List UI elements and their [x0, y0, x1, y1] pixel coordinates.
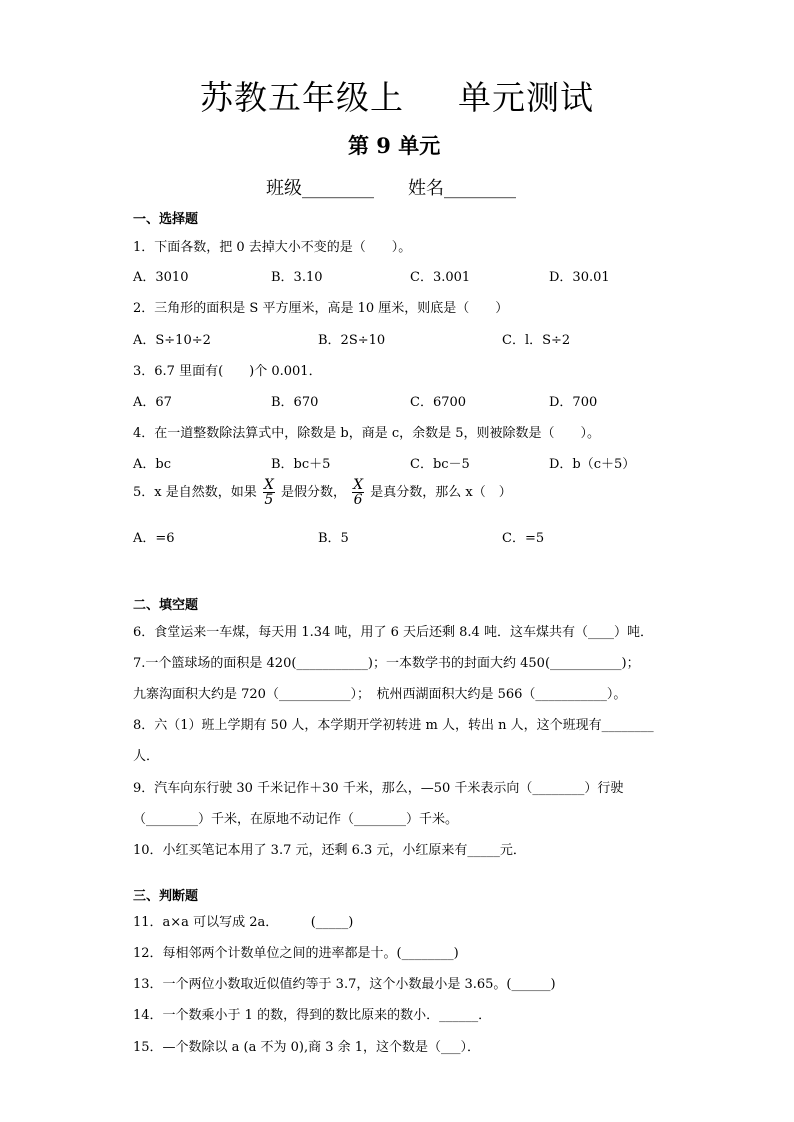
q2-option-c: C．l．S÷2 [502, 333, 571, 348]
question-4: 4．在一道整数除法算式中，除数是 b，商是 c，余数是 5，则被除数是（ ）。 [133, 426, 601, 441]
question-11: 11．a×a 可以写成 2a． (_____) [133, 915, 354, 930]
question-3: 3．6.7 里面有( )个 0.001． [133, 364, 322, 379]
q1-option-b: B．3.10 [271, 270, 323, 285]
q5-prefix: 5．x 是自然数，如果 [133, 485, 257, 500]
question-10: 10．小红买笔记本用了 3.7 元，还剩 6.3 元，小红原来有_____元． [133, 843, 526, 858]
question-2: 2．三角形的面积是 S 平方厘米，高是 10 厘米，则底是（ ） [133, 301, 509, 316]
page-title-right: 单元测试 [458, 78, 594, 117]
q3-option-b: B．670 [271, 395, 319, 410]
q3-option-d: D．700 [549, 395, 598, 410]
fraction-x-over-6 [352, 478, 364, 507]
unit-subtitle: 第 9 单元 [348, 133, 441, 158]
q5-option-a: A．=6 [133, 531, 175, 546]
question-15: 15．—个数除以 a (a 不为 0),商 3 余 1，这个数是（___）． [133, 1040, 481, 1055]
q3-option-a: A．67 [133, 395, 172, 410]
q5-suffix: 是真分数，那么 x（ ） [370, 485, 512, 500]
question-8-line-2: 人． [133, 749, 160, 764]
fraction-numerator: X [353, 477, 364, 493]
q1-option-d: D．30.01 [549, 270, 610, 285]
section-heading-fill: 二、填空题 [133, 598, 199, 613]
question-8-line-1: 8．六（1）班上学期有 50 人，本学期开学初转进 m 人，转出 n 人，这个班现有________ [133, 718, 654, 733]
fraction-denominator: 6 [353, 492, 363, 508]
q2-option-b: B．2S÷10 [318, 333, 386, 348]
question-14: 14．一个数乘小于 1 的数，得到的数比原来的数小．______． [133, 1008, 492, 1023]
question-9-line-2: （________）千米，在原地不动记作（________）千米。 [133, 812, 459, 827]
q4-option-c: C．bc－5 [410, 457, 470, 472]
question-13: 13．一个两位小数取近似值约等于 3.7，这个小数最小是 3.65。(______) [133, 977, 556, 992]
question-5 [133, 478, 512, 507]
q3-option-c: C．6700 [410, 395, 467, 410]
question-1: 1．下面各数，把 0 去掉大小不变的是（ ）。 [133, 240, 412, 255]
fraction-x-over-5 [263, 478, 275, 507]
class-field: 班级________ [266, 178, 374, 199]
question-7-line-2: 九寨沟面积大约是 720（___________）； 杭州西湖面积大约是 566（___________）。 [133, 687, 627, 702]
q5-option-b: B．5 [318, 531, 349, 546]
q5-middle: 是假分数， [281, 485, 347, 500]
section-heading-judgement: 三、判断题 [133, 889, 199, 904]
question-9-line-1: 9．汽车向东行驶 30 千米记作＋30 千米，那么，—50 千米表示向（________）行驶 [133, 781, 624, 796]
question-7-line-1: 7.一个篮球场的面积是 420(___________)；一本数学书的封面大约 450(___________)； [133, 656, 640, 671]
page-title-left: 苏教五年级上 [200, 78, 404, 117]
section-heading-choice: 一、选择题 [133, 212, 199, 227]
question-6: 6．食堂运来一车煤，每天用 1.34 吨，用了 6 天后还剩 8.4 吨．这车煤共有（____）吨． [133, 625, 653, 640]
q2-option-a: A．S÷10÷2 [133, 333, 211, 348]
fraction-numerator: X [263, 477, 274, 493]
q4-option-a: A．bc [133, 457, 171, 472]
q4-option-d: D．b（c＋5） [549, 457, 636, 472]
q1-option-c: C．3.001 [410, 270, 471, 285]
q4-option-b: B．bc＋5 [271, 457, 331, 472]
fraction-denominator: 5 [264, 492, 274, 508]
name-field: 姓名________ [408, 178, 516, 199]
q1-option-a: A．3010 [133, 270, 189, 285]
question-12: 12．每相邻两个计数单位之间的进率都是十。(________) [133, 946, 459, 961]
q5-option-c: C．=5 [502, 531, 545, 546]
